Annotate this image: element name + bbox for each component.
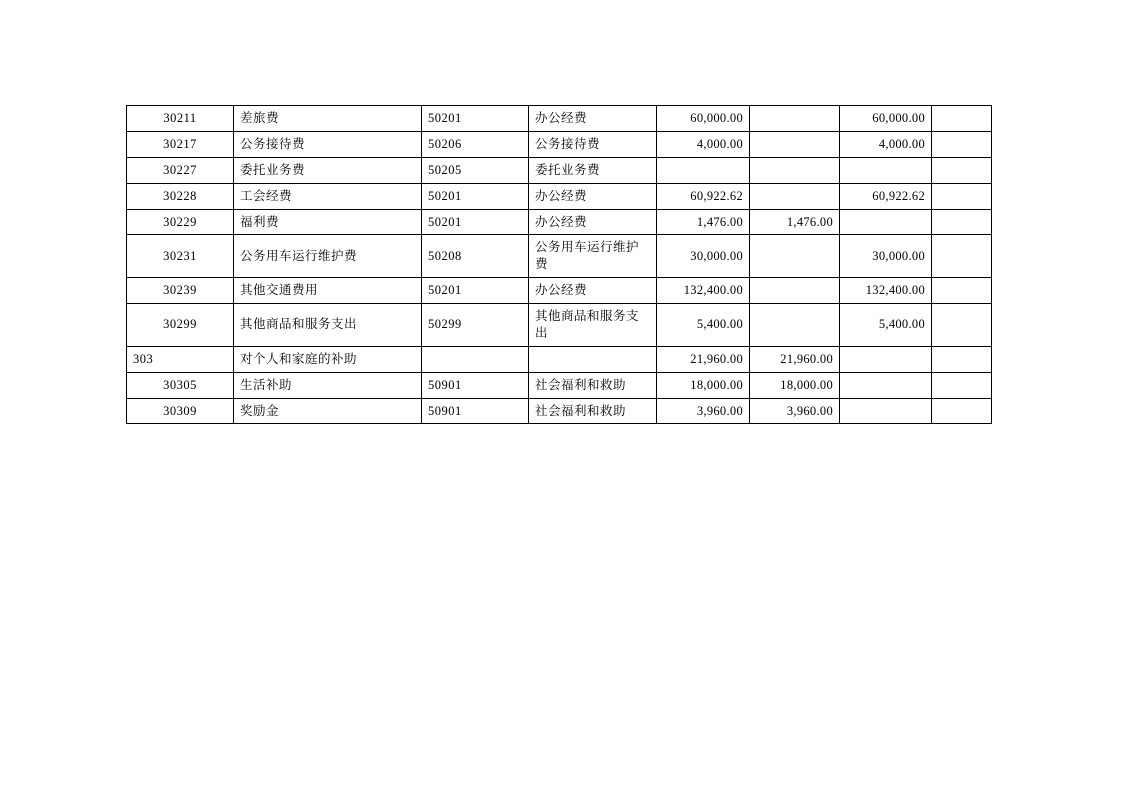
- cell-item-code: 30217: [127, 131, 234, 157]
- cell-amount-2: 30,000.00: [840, 235, 932, 278]
- cell-function-code: 50201: [422, 209, 529, 235]
- cell-item-name: 工会经费: [234, 183, 422, 209]
- cell-amount-1: 18,000.00: [750, 372, 840, 398]
- cell-amount-2: [840, 209, 932, 235]
- table-row: [127, 209, 992, 235]
- cell-item-name: 委托业务费: [234, 157, 422, 183]
- cell-function-name: 公务接待费: [529, 131, 657, 157]
- cell-total: 21,960.00: [657, 346, 750, 372]
- table-row: [127, 346, 992, 372]
- cell-note: [932, 235, 992, 278]
- cell-amount-1: 1,476.00: [750, 209, 840, 235]
- cell-item-code: 30229: [127, 209, 234, 235]
- cell-total: 18,000.00: [657, 372, 750, 398]
- cell-note: [932, 278, 992, 304]
- cell-function-code: 50208: [422, 235, 529, 278]
- cell-amount-2: [840, 372, 932, 398]
- cell-item-name: 差旅费: [234, 106, 422, 132]
- cell-amount-1: [750, 278, 840, 304]
- cell-note: [932, 106, 992, 132]
- cell-function-code: 50201: [422, 278, 529, 304]
- cell-function-name: 社会福利和救助: [529, 372, 657, 398]
- cell-item-code: 303: [127, 346, 234, 372]
- cell-item-name: 福利费: [234, 209, 422, 235]
- cell-amount-2: [840, 157, 932, 183]
- cell-function-name: 委托业务费: [529, 157, 657, 183]
- cell-function-code: 50201: [422, 106, 529, 132]
- table-row: [127, 157, 992, 183]
- cell-function-name: 办公经费: [529, 209, 657, 235]
- cell-amount-1: [750, 106, 840, 132]
- cell-total: 30,000.00: [657, 235, 750, 278]
- cell-note: [932, 209, 992, 235]
- table-row: [127, 398, 992, 424]
- cell-amount-1: 3,960.00: [750, 398, 840, 424]
- cell-function-name: 其他商品和服务支出: [529, 304, 657, 347]
- cell-function-code: 50205: [422, 157, 529, 183]
- cell-amount-1: [750, 304, 840, 347]
- cell-item-name: 公务用车运行维护费: [234, 235, 422, 278]
- cell-item-code: 30231: [127, 235, 234, 278]
- cell-amount-1: [750, 157, 840, 183]
- cell-total: 1,476.00: [657, 209, 750, 235]
- cell-amount-2: [840, 398, 932, 424]
- cell-amount-2: 5,400.00: [840, 304, 932, 347]
- cell-note: [932, 304, 992, 347]
- table-row: [127, 106, 992, 132]
- cell-function-code: 50201: [422, 183, 529, 209]
- cell-function-name: 办公经费: [529, 278, 657, 304]
- cell-function-name: 社会福利和救助: [529, 398, 657, 424]
- cell-function-name: 公务用车运行维护费: [529, 235, 657, 278]
- cell-amount-2: 4,000.00: [840, 131, 932, 157]
- cell-total: [657, 157, 750, 183]
- cell-amount-2: 60,000.00: [840, 106, 932, 132]
- table-row: [127, 372, 992, 398]
- cell-item-name: 公务接待费: [234, 131, 422, 157]
- cell-item-code: 30211: [127, 106, 234, 132]
- cell-function-name: [529, 346, 657, 372]
- cell-item-name: 其他商品和服务支出: [234, 304, 422, 347]
- cell-function-code: 50901: [422, 398, 529, 424]
- table-row: [127, 131, 992, 157]
- table-row: [127, 304, 992, 347]
- cell-amount-1: 21,960.00: [750, 346, 840, 372]
- cell-item-name: 奖励金: [234, 398, 422, 424]
- cell-function-code: 50901: [422, 372, 529, 398]
- cell-item-name: 生活补助: [234, 372, 422, 398]
- cell-function-code: 50206: [422, 131, 529, 157]
- cell-total: 5,400.00: [657, 304, 750, 347]
- cell-item-code: 30305: [127, 372, 234, 398]
- cell-note: [932, 346, 992, 372]
- cell-function-code: [422, 346, 529, 372]
- table-row: [127, 278, 992, 304]
- cell-note: [932, 372, 992, 398]
- cell-function-name: 办公经费: [529, 183, 657, 209]
- cell-amount-1: [750, 235, 840, 278]
- cell-amount-2: [840, 346, 932, 372]
- cell-item-code: 30299: [127, 304, 234, 347]
- table-body: [127, 106, 992, 424]
- budget-expenditure-table: [126, 105, 992, 424]
- cell-amount-2: 60,922.62: [840, 183, 932, 209]
- cell-amount-1: [750, 183, 840, 209]
- cell-function-name: 办公经费: [529, 106, 657, 132]
- cell-item-name: 其他交通费用: [234, 278, 422, 304]
- cell-total: 60,000.00: [657, 106, 750, 132]
- cell-item-code: 30227: [127, 157, 234, 183]
- cell-note: [932, 183, 992, 209]
- cell-total: 3,960.00: [657, 398, 750, 424]
- cell-total: 60,922.62: [657, 183, 750, 209]
- table-row: [127, 183, 992, 209]
- cell-note: [932, 157, 992, 183]
- cell-item-code: 30309: [127, 398, 234, 424]
- cell-function-code: 50299: [422, 304, 529, 347]
- cell-total: 4,000.00: [657, 131, 750, 157]
- cell-amount-2: 132,400.00: [840, 278, 932, 304]
- table-row: [127, 235, 992, 278]
- cell-item-code: 30228: [127, 183, 234, 209]
- cell-note: [932, 131, 992, 157]
- cell-item-code: 30239: [127, 278, 234, 304]
- cell-item-name: 对个人和家庭的补助: [234, 346, 422, 372]
- cell-total: 132,400.00: [657, 278, 750, 304]
- cell-note: [932, 398, 992, 424]
- cell-amount-1: [750, 131, 840, 157]
